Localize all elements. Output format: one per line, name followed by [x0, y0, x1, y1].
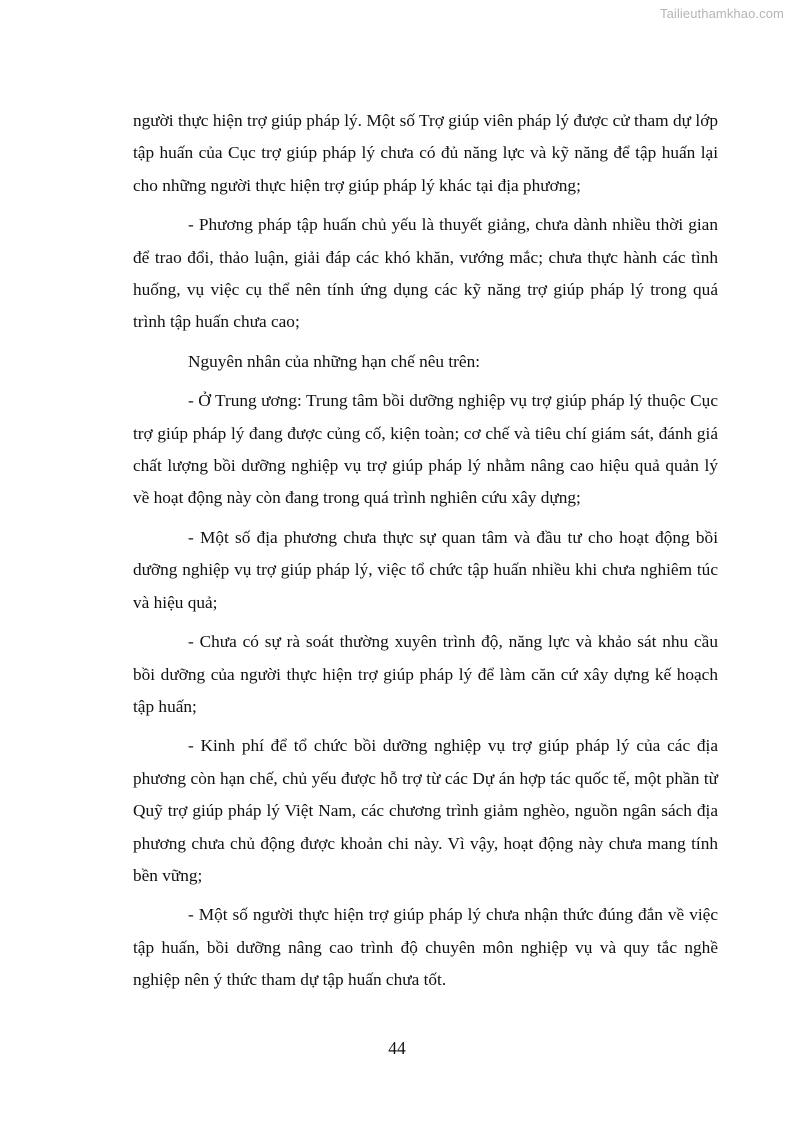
watermark-text: Tailieuthamkhao.com [659, 6, 784, 21]
paragraph-central-level: - Ở Trung ương: Trung tâm bồi dưỡng nghiệp vụ trợ giúp pháp lý thuộc Cục trợ giúp pháp lý đang được củng cố, kiện toàn; cơ chế và tiêu chí giám sát, đánh giá chất lượng bồi dưỡng nghiệp vụ trợ giúp pháp lý nhằm nâng cao hiệu quả quản lý về hoạt động này còn đang trong quá trình nghiên cứu xây dựng; [133, 391, 718, 508]
paragraph-funding: - Kinh phí để tổ chức bồi dưỡng nghiệp vụ trợ giúp pháp lý của các địa phương còn hạn chế, chủ yếu được hỗ trợ từ các Dự án hợp tác quốc tế, một phần từ Quỹ trợ giúp pháp lý Việt Nam, các chương trình giảm nghèo, nguồn ngân sách địa phương chưa chủ động được khoản chi này. Vì vậy, hoạt động này chưa mang tính bền vững; [133, 736, 718, 885]
paragraph-continuation: người thực hiện trợ giúp pháp lý. Một số Trợ giúp viên pháp lý được cử tham dự lớp tập huấn của Cục trợ giúp pháp lý chưa có đủ năng lực và kỹ năng để tập huấn lại cho những người thực hiện trợ giúp pháp lý khác tại địa phương; [133, 111, 718, 195]
paragraph-awareness: - Một số người thực hiện trợ giúp pháp lý chưa nhận thức đúng đắn về việc tập huấn, bồi dưỡng nâng cao trình độ chuyên môn nghiệp vụ và quy tắc nghề nghiệp nên ý thức tham dự tập huấn chưa tốt. [133, 905, 718, 990]
document-body [133, 105, 718, 1004]
paragraph-training-method: - Phương pháp tập huấn chủ yếu là thuyết giảng, chưa dành nhiều thời gian để trao đổi, thảo luận, giải đáp các khó khăn, vướng mắc; chưa thực hành các tình huống, vụ việc cụ thể nên tính ứng dụng các kỹ năng trợ giúp pháp lý trong quá trình tập huấn chưa cao; [133, 215, 718, 332]
page-number: 44 [388, 1038, 406, 1058]
paragraph-localities: - Một số địa phương chưa thực sự quan tâm và đầu tư cho hoạt động bồi dưỡng nghiệp vụ trợ giúp pháp lý, việc tổ chức tập huấn nhiều khi chưa nghiêm túc và hiệu quả; [133, 527, 718, 612]
paragraph-causes-heading: Nguyên nhân của những hạn chế nêu trên: [188, 351, 481, 371]
paragraph-review-needs: - Chưa có sự rà soát thường xuyên trình độ, năng lực và khảo sát nhu cầu bồi dưỡng của người thực hiện trợ giúp pháp lý để làm căn cứ xây dựng kế hoạch tập huấn; [133, 632, 718, 716]
